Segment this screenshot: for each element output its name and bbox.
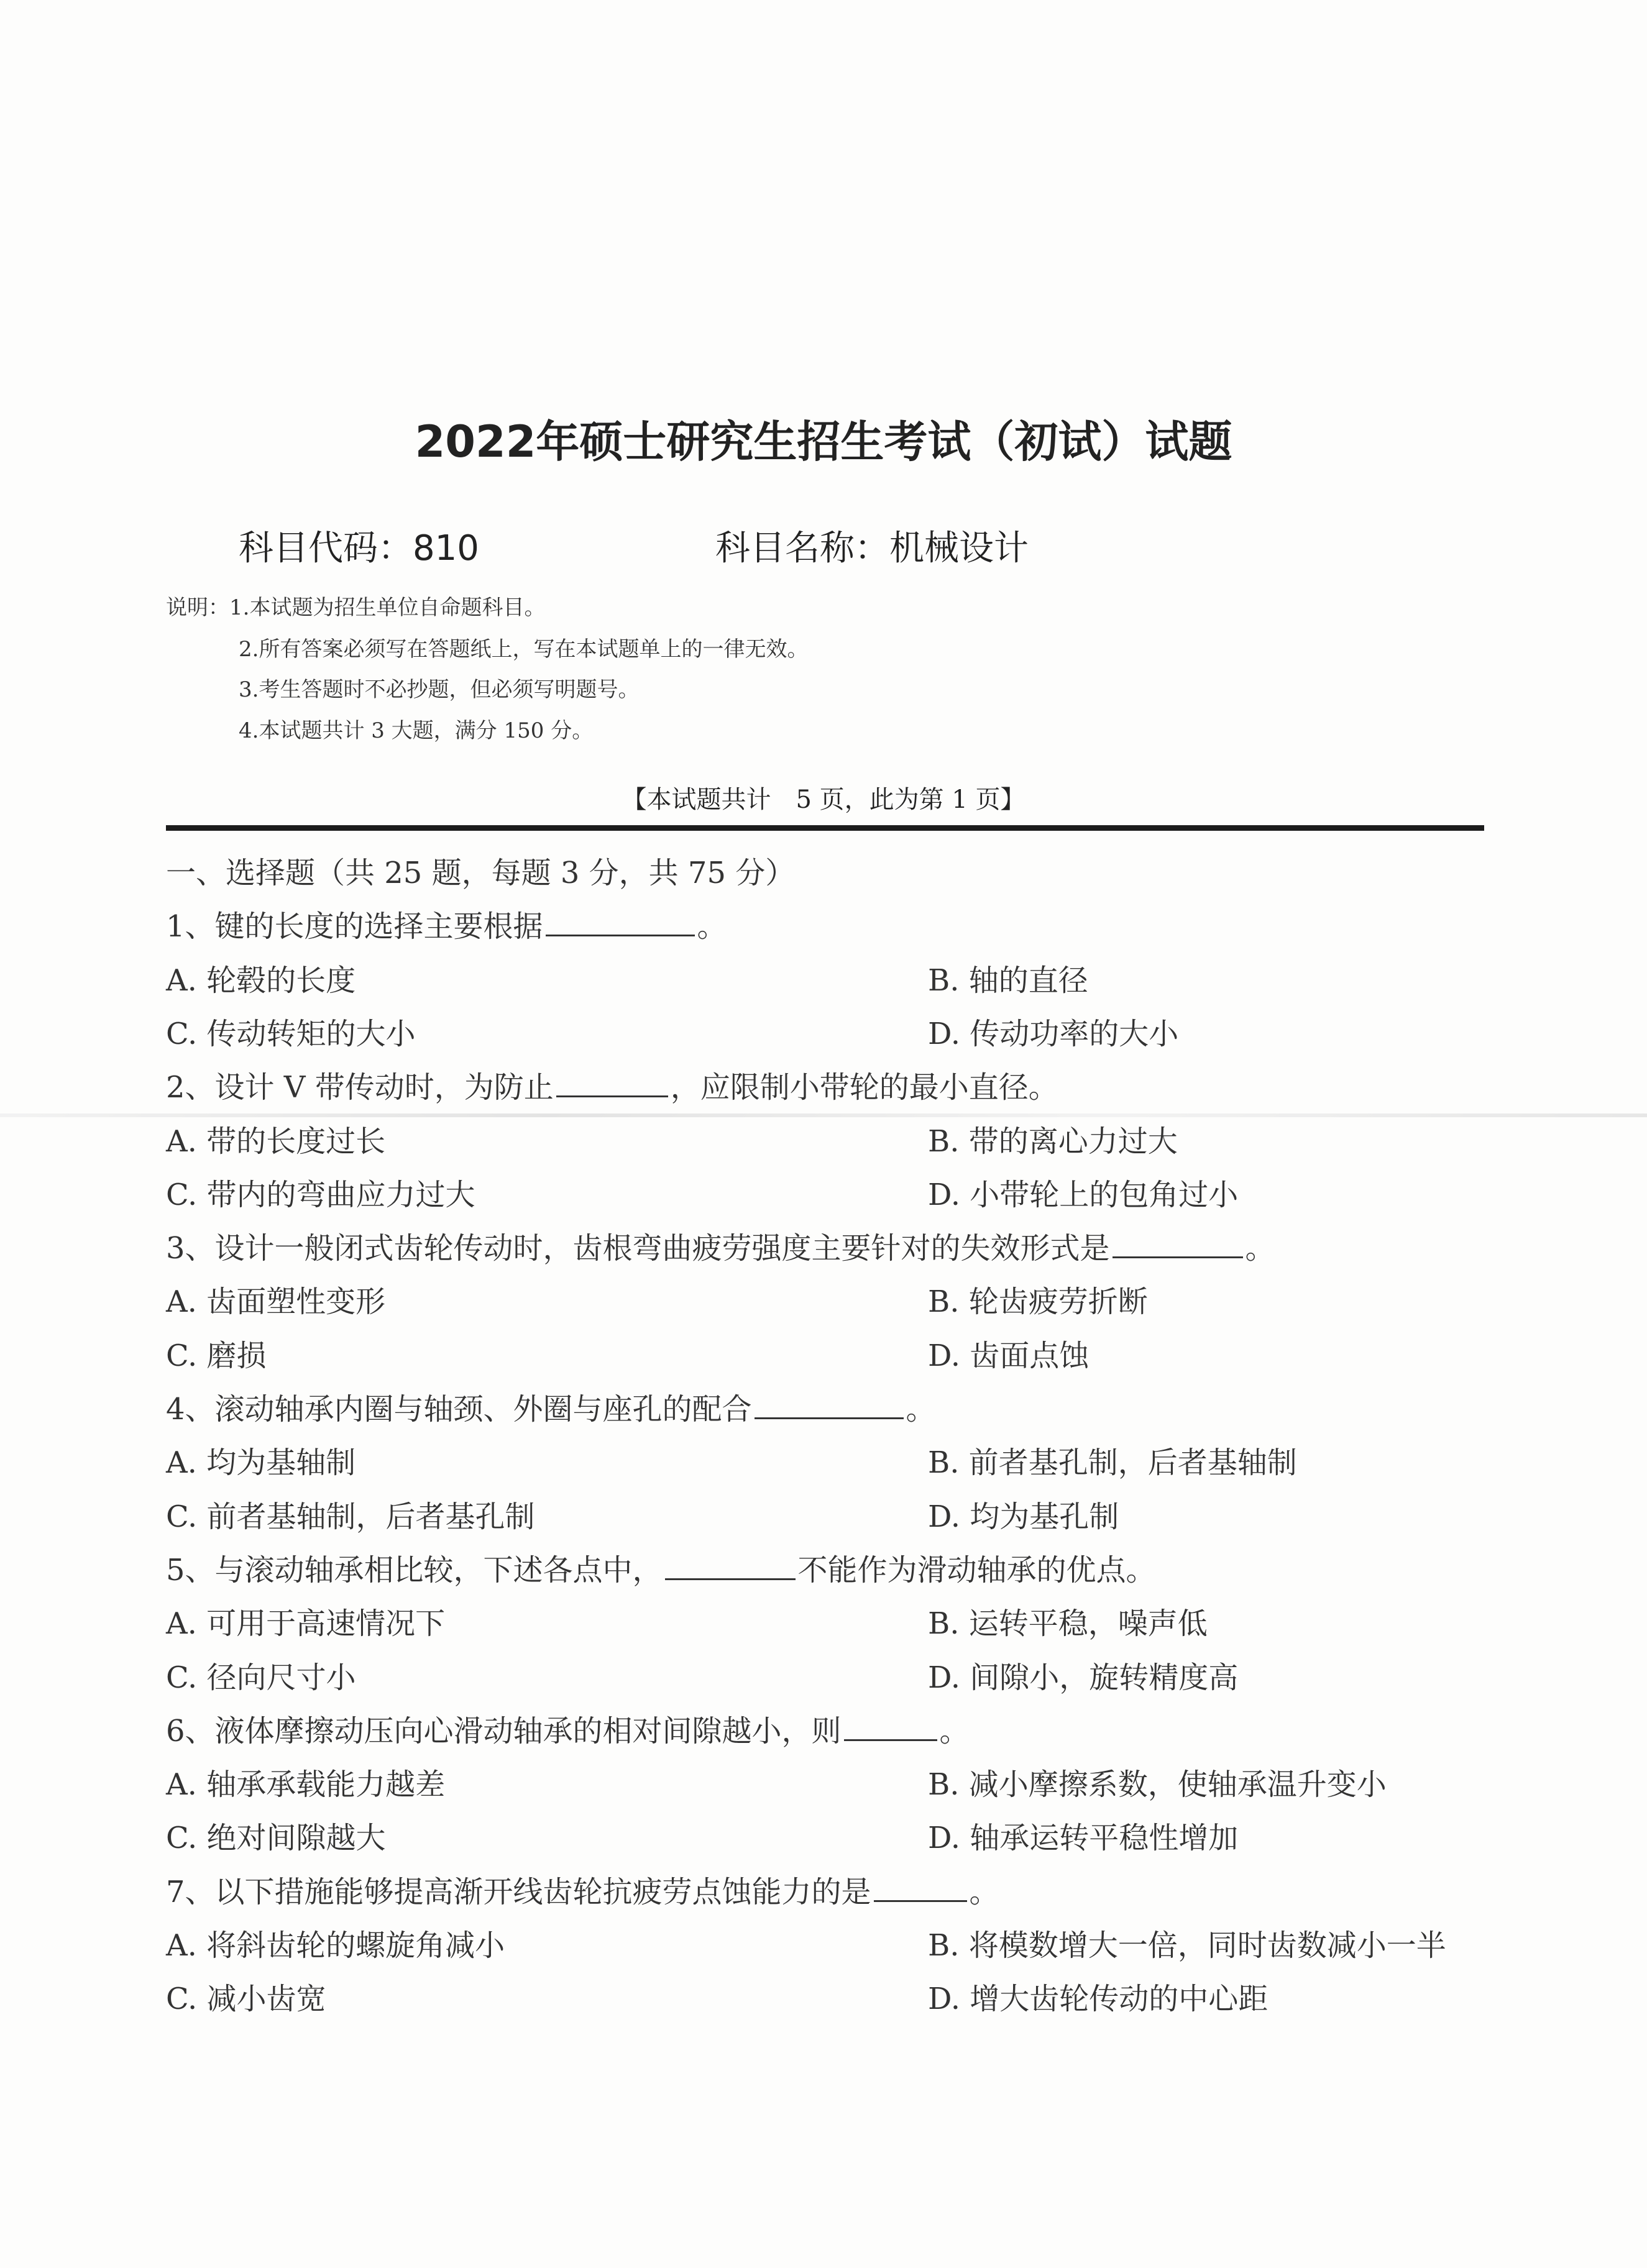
question-stem — [166, 902, 727, 945]
option-b: B. 减小摩擦系数，使轴承温升变小 — [928, 1767, 1387, 1803]
option-a: A. 可用于高速情况下 — [166, 1606, 446, 1642]
option-a: A. 轴承承载能力越差 — [166, 1767, 446, 1803]
stem-text-after: 。 — [697, 909, 727, 944]
answer-blank — [844, 1709, 937, 1741]
stem-text-after: 不能作为滑动轴承的优点。 — [797, 1552, 1156, 1588]
option-b: B. 带的离心力过大 — [928, 1123, 1178, 1159]
stem-text-after: ，应限制小带轮的最小直径。 — [670, 1070, 1058, 1105]
option-a: A. 齿面塑性变形 — [166, 1284, 386, 1320]
option-c: C. 径向尺寸小 — [166, 1660, 356, 1695]
note-4: 4.本试题共计 3 大题，满分 150 分。 — [239, 718, 594, 743]
note-3: 3.考生答题时不必抄题，但必须写明题号。 — [239, 677, 640, 702]
stem-text: 5、与滚动轴承相比较，下述各点中， — [166, 1552, 663, 1588]
answer-blank — [556, 1066, 668, 1097]
option-c: C. 绝对间隙越大 — [166, 1821, 386, 1856]
option-d: D. 均为基孔制 — [928, 1499, 1119, 1534]
option-d: D. 传动功率的大小 — [928, 1016, 1179, 1051]
option-a: A. 均为基轴制 — [166, 1445, 356, 1481]
question-stem — [166, 1385, 936, 1428]
question-stem — [166, 1224, 1275, 1267]
stem-text: 2、设计 V 带传动时，为防止 — [166, 1070, 554, 1105]
exam-title: 2022年硕士研究生招生考试（初试）试题 — [415, 416, 1232, 467]
question-stem — [166, 1546, 1156, 1589]
question-stem — [166, 1868, 999, 1911]
option-d: D. 间隙小，旋转精度高 — [928, 1660, 1239, 1695]
answer-blank — [546, 905, 695, 936]
stem-text: 6、液体摩擦动压向心滑动轴承的相对间隙越小，则 — [166, 1713, 842, 1749]
stem-text: 7、以下措施能够提高渐开线齿轮抗疲劳点蚀能力的是 — [166, 1874, 871, 1909]
option-d: D. 轴承运转平稳性增加 — [928, 1821, 1239, 1856]
option-c: C. 磨损 — [166, 1338, 267, 1373]
note-2: 2.所有答案必须写在答题纸上，写在本试题单上的一律无效。 — [239, 637, 809, 662]
stem-text-after: 。 — [969, 1874, 999, 1909]
option-d: D. 小带轮上的包角过小 — [928, 1177, 1239, 1212]
option-b: B. 轴的直径 — [928, 963, 1088, 998]
answer-blank — [665, 1548, 796, 1580]
page-info: 【本试题共计 5 页，此为第 1 页】 — [622, 785, 1025, 814]
stem-text: 4、滚动轴承内圈与轴颈、外圈与座孔的配合 — [166, 1392, 752, 1427]
option-b: B. 轮齿疲劳折断 — [928, 1284, 1148, 1320]
option-b: B. 运转平稳，噪声低 — [928, 1606, 1208, 1642]
option-d: D. 增大齿轮传动的中心距 — [928, 1982, 1269, 2017]
option-b: B. 将模数增大一倍，同时齿数减小一半 — [928, 1928, 1446, 1963]
option-c: C. 带内的弯曲应力过大 — [166, 1177, 475, 1212]
stem-text-after: 。 — [939, 1713, 970, 1749]
answer-blank — [1113, 1227, 1243, 1258]
note-1: 说明：1.本试题为招生单位自命题科目。 — [166, 595, 546, 620]
option-a: A. 轮毂的长度 — [166, 963, 356, 998]
answer-blank — [755, 1388, 904, 1419]
answer-blank — [874, 1870, 967, 1902]
option-c: C. 传动转矩的大小 — [166, 1016, 416, 1051]
section-heading: 一、选择题（共 25 题，每题 3 分，共 75 分） — [166, 856, 796, 890]
option-c: C. 减小齿宽 — [166, 1982, 326, 2017]
option-a: A. 将斜齿轮的螺旋角减小 — [166, 1928, 505, 1963]
option-a: A. 带的长度过长 — [166, 1123, 386, 1159]
stem-text: 1、键的长度的选择主要根据 — [166, 909, 543, 944]
subject-code: 科目代码：810 — [239, 528, 479, 569]
subject-name: 科目名称：机械设计 — [715, 528, 1029, 569]
stem-text-after: 。 — [1245, 1231, 1275, 1266]
stem-text: 3、设计一般闭式齿轮传动时，齿根弯曲疲劳强度主要针对的失效形式是 — [166, 1231, 1110, 1266]
option-d: D. 齿面点蚀 — [928, 1338, 1090, 1373]
option-c: C. 前者基轴制，后者基孔制 — [166, 1499, 535, 1534]
stem-text-after: 。 — [906, 1392, 936, 1427]
option-b: B. 前者基孔制，后者基轴制 — [928, 1445, 1297, 1481]
question-stem — [166, 1063, 1058, 1106]
header-divider — [166, 825, 1484, 831]
question-stem — [166, 1707, 970, 1750]
